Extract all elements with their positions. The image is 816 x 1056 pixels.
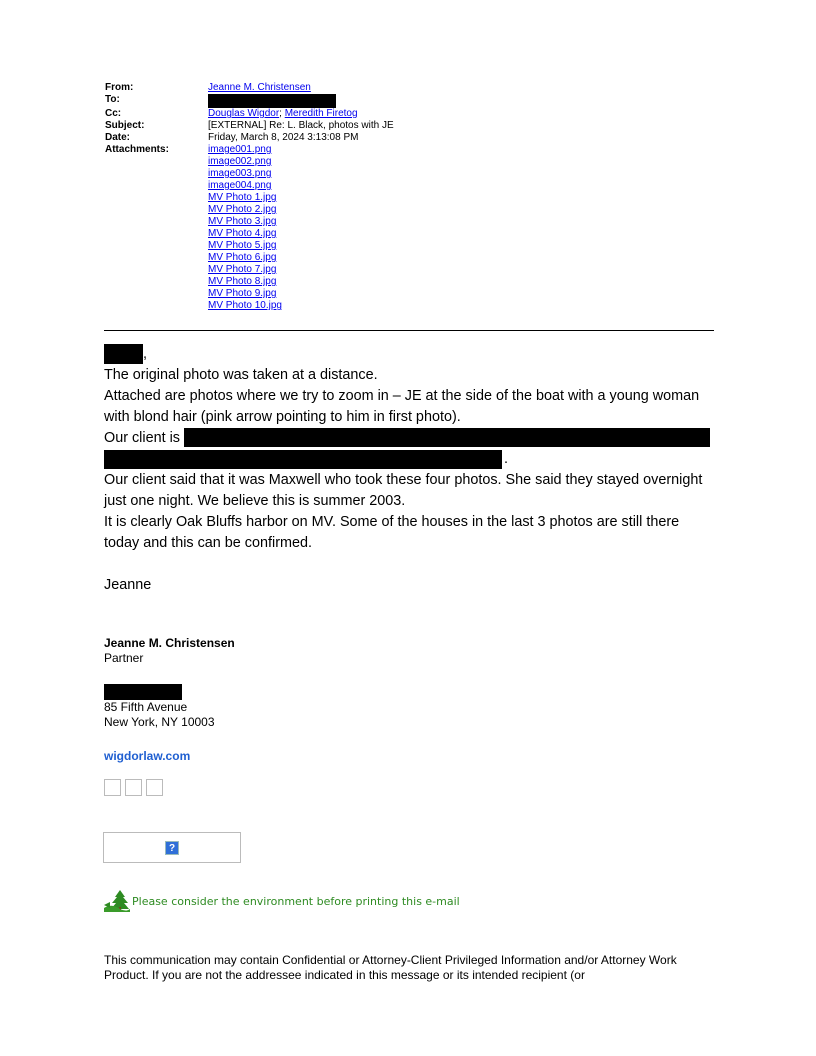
body-line-1: The original photo was taken at a distance.	[104, 367, 378, 383]
cc-label: Cc:	[105, 108, 122, 119]
greeting-redaction	[104, 344, 143, 364]
attachment-link[interactable]: image001.png	[208, 144, 272, 155]
attachment-link[interactable]: MV Photo 9.jpg	[208, 288, 277, 299]
greeting-line	[104, 344, 716, 365]
environment-text: Please consider the environment before printing this e-mail	[132, 894, 460, 908]
attachments-label: Attachments:	[105, 144, 169, 155]
client-redaction-1	[184, 428, 710, 447]
environment-note	[104, 890, 460, 912]
social-icons	[104, 779, 163, 796]
to-row	[105, 94, 717, 108]
date-row	[105, 132, 717, 144]
to-redaction	[208, 94, 336, 108]
attachment-link[interactable]: MV Photo 5.jpg	[208, 240, 277, 251]
attachment-link[interactable]: image003.png	[208, 168, 272, 179]
tree-icon	[104, 890, 130, 912]
greeting-suffix: ,	[143, 346, 147, 362]
missing-image-icon: ?	[165, 841, 179, 855]
signoff: Jeanne	[104, 577, 152, 593]
attachment-link[interactable]: MV Photo 4.jpg	[208, 228, 277, 239]
attachments-row	[105, 144, 717, 312]
client-prefix: Our client is	[104, 430, 180, 446]
attachment-link[interactable]: MV Photo 10.jpg	[208, 300, 282, 311]
client-line-end: .	[504, 451, 508, 467]
body-line-2: Attached are photos where we try to zoom in – JE at the side of the boat with a young woman with blond hair (pink arrow pointing to him in first photo).	[104, 388, 700, 425]
attachment-list	[208, 144, 717, 312]
social-icon-placeholder[interactable]	[125, 779, 142, 796]
header-divider	[104, 330, 714, 331]
from-row	[105, 82, 717, 94]
spacer	[104, 554, 716, 575]
subject-row	[105, 120, 717, 132]
date-value: Friday, March 8, 2024 3:13:08 PM	[208, 132, 359, 143]
address-block	[104, 684, 215, 730]
from-label: From:	[105, 82, 134, 93]
attachment-link[interactable]: MV Photo 8.jpg	[208, 276, 277, 287]
attachment-link[interactable]: image002.png	[208, 156, 272, 167]
cc-link-meredith-firetog[interactable]: Meredith Firetog	[284, 108, 358, 119]
email-header	[105, 82, 717, 312]
cc-link-douglas-wigdor[interactable]: Douglas Wigdor	[208, 108, 280, 119]
subject-value: [EXTERNAL] Re: L. Black, photos with JE	[208, 120, 394, 131]
body-line-4: Our client said that it was Maxwell who took these four photos. She said they stayed overnight just one night. We believe this is summer 2003.	[104, 472, 703, 509]
body-line-5: It is clearly Oak Bluffs harbor on MV. Some of the houses in the last 3 photos are still there today and this can be confirmed.	[104, 514, 680, 551]
attachment-link[interactable]: MV Photo 3.jpg	[208, 216, 277, 227]
signature-name: Jeanne M. Christensen	[104, 636, 235, 650]
attachment-link[interactable]: MV Photo 7.jpg	[208, 264, 277, 275]
body-line-3	[104, 428, 716, 470]
social-icon-placeholder[interactable]	[146, 779, 163, 796]
signature-block	[104, 636, 235, 666]
attachment-link[interactable]: MV Photo 2.jpg	[208, 204, 277, 215]
subject-label: Subject:	[105, 120, 145, 131]
attachment-link[interactable]: image004.png	[208, 180, 272, 191]
cc-row	[105, 108, 717, 120]
disclaimer: This communication may contain Confidential or Attorney-Client Privileged Information and/or Attorney Work Product. If you are not the addressee indicated in this message or its intended recipient (or	[104, 953, 677, 982]
from-link[interactable]: Jeanne M. Christensen	[208, 82, 311, 93]
date-label: Date:	[105, 132, 131, 143]
signature-title: Partner	[104, 651, 144, 665]
website-link[interactable]: wigdorlaw.com	[104, 749, 191, 763]
address-line-2: New York, NY 10003	[104, 715, 215, 729]
client-redaction-2	[104, 450, 502, 469]
address-redaction	[104, 684, 182, 700]
attachment-link[interactable]: MV Photo 6.jpg	[208, 252, 277, 263]
cc-separator: ;	[279, 108, 282, 119]
address-line-1: 85 Fifth Avenue	[104, 700, 188, 714]
message-body	[104, 344, 716, 596]
to-label: To:	[105, 94, 120, 105]
attachment-link[interactable]: MV Photo 1.jpg	[208, 192, 277, 203]
image-placeholder-box	[103, 832, 241, 863]
social-icon-placeholder[interactable]	[104, 779, 121, 796]
